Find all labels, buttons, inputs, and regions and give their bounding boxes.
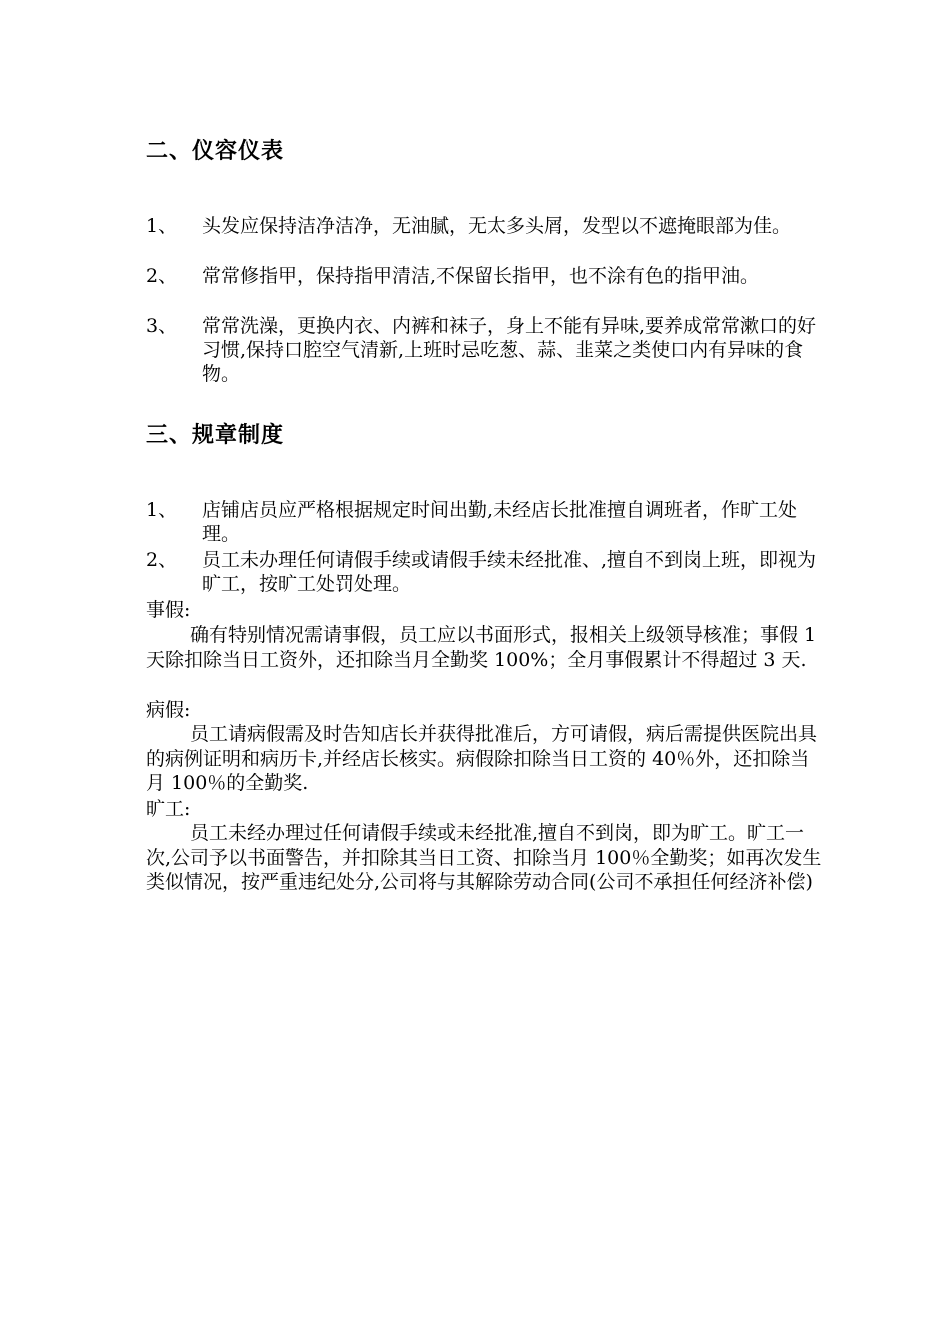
- list-item-text: 员工未办理任何请假手续或请假手续未经批准、,擅自不到岗上班，即视为旷工，按旷工处罚处理。: [202, 549, 817, 595]
- list-item-number: 2、: [146, 549, 178, 571]
- list-item: [146, 264, 826, 288]
- personal-leave-paragraph: 确有特别情况需请事假，员工应以书面形式，报相关上级领导核准；事假 1 天除扣除当日工资外，还扣除当月全勤奖 100%；全月事假累计不得超过 3 天.: [146, 624, 817, 671]
- section-heading-appearance: 二、仪容仪表: [146, 139, 285, 164]
- list-item-number: 1、: [146, 499, 178, 521]
- absenteeism-label: 旷工:: [146, 798, 191, 820]
- list-item-text: 头发应保持洁净洁净，无油腻，无太多头屑，发型以不遮掩眼部为佳。: [202, 215, 792, 237]
- list-item: [146, 214, 826, 238]
- list-item-number: 1、: [146, 215, 178, 237]
- list-item-number: 2、: [146, 265, 178, 287]
- list-item: [146, 314, 826, 386]
- list-item-text: 常常洗澡，更换内衣、内裤和袜子，身上不能有异味,要养成常常漱口的好习惯,保持口腔空气清新,上班时忌吃葱、蒜、韭菜之类使口内有异味的食物。: [202, 315, 817, 385]
- sick-leave-label: 病假:: [146, 699, 191, 721]
- sick-leave-paragraph: 员工请病假需及时告知店长并获得批准后，方可请假，病后需提供医院出具的病例证明和病历卡,并经店长核实。病假除扣除当日工资的 40％外，还扣除当月 100％的全勤奖.: [146, 723, 818, 794]
- list-item-number: 3、: [146, 315, 178, 337]
- section-heading-rules: 三、规章制度: [146, 423, 285, 448]
- list-item-text: 常常修指甲，保持指甲清洁,不保留长指甲，也不涂有色的指甲油。: [202, 265, 760, 287]
- list-item: [146, 548, 826, 596]
- list-item: [146, 498, 826, 546]
- list-item-text: 店铺店员应严格根据规定时间出勤,未经店长批准擅自调班者，作旷工处理。: [202, 499, 798, 545]
- absenteeism-paragraph: 员工未经办理过任何请假手续或未经批准,擅自不到岗，即为旷工。旷工一次,公司予以书面警告，并扣除其当日工资、扣除当月 100％全勤奖；如再次发生类似情况，按严重违纪处分,公司将与其解除劳动合同(公司不承担任何经济补偿): [146, 822, 822, 893]
- personal-leave-label: 事假:: [146, 599, 191, 621]
